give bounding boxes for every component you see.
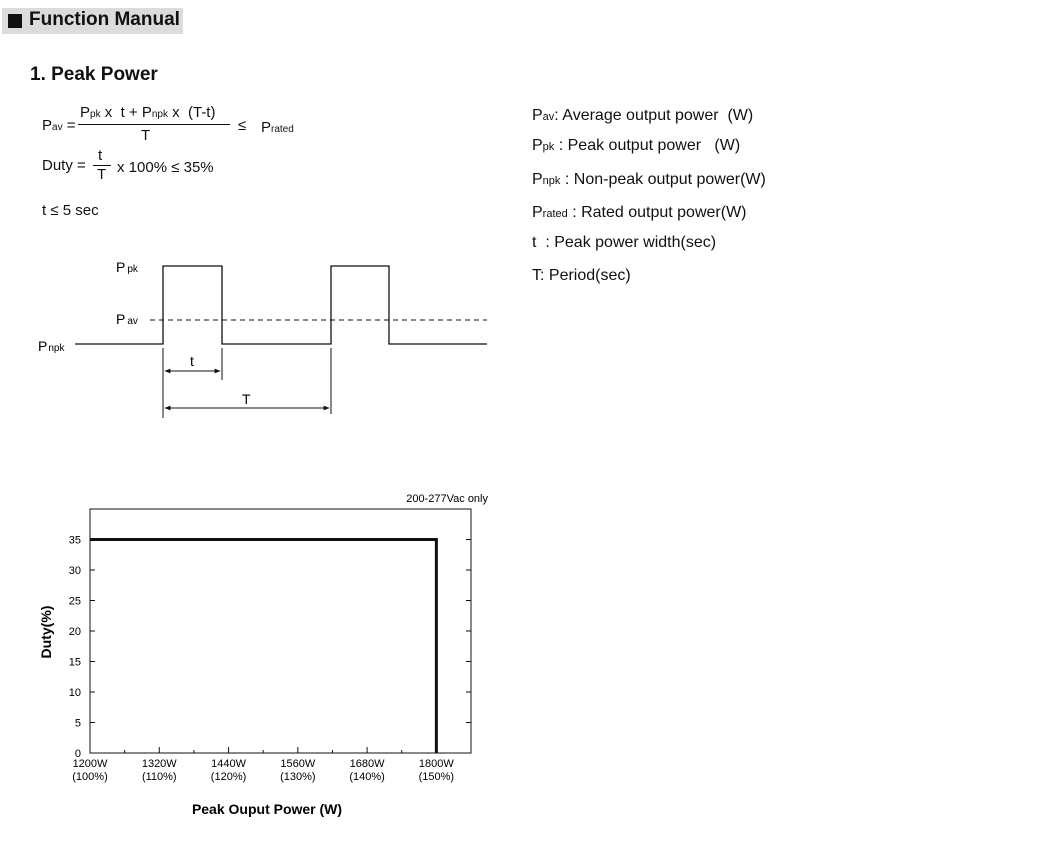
y-tick-label: 25: [68, 595, 81, 608]
waveform-line: [75, 266, 487, 344]
definition-period: [532, 267, 631, 285]
def-text: : Average output power (W): [554, 107, 754, 124]
y-tick-label: 10: [68, 687, 81, 699]
equals-sign: =: [66, 117, 76, 134]
def-text: : Peak power width(sec): [536, 234, 717, 251]
pav-symbol: P: [42, 117, 53, 134]
def-text: : Peak output power (W): [554, 137, 741, 154]
section-title: 1. Peak Power: [30, 64, 158, 85]
header-title: Function Manual: [29, 9, 180, 30]
definition-prated: [532, 204, 747, 222]
y-tick-label: 35: [68, 534, 81, 547]
def-subscript: pk: [542, 141, 555, 153]
x-tick-sublabel: (100%): [72, 771, 108, 783]
x-tick-label: 1320W: [141, 758, 177, 770]
def-symbol: t: [532, 234, 537, 251]
x-tick-label: 1440W: [211, 758, 246, 770]
duty-label: Duty =: [42, 157, 86, 174]
y-tick-label: 30: [68, 565, 81, 577]
definition-pnpk: [532, 171, 766, 189]
def-subscript: av: [542, 111, 555, 123]
leq-sign: ≤: [238, 117, 247, 134]
numerator-middle: x t +: [100, 104, 142, 121]
def-text: : Rated output power(W): [567, 204, 747, 221]
y-tick-label: 0: [74, 748, 81, 760]
x-tick-sublabel: (130%): [280, 771, 316, 783]
def-symbol: T: [532, 267, 540, 284]
def-subscript: rated: [542, 208, 568, 220]
definition-t: [532, 234, 716, 252]
duty-chart: [0, 480, 520, 830]
y-tick-label: 15: [68, 656, 81, 669]
pnpk-subscript: npk: [151, 109, 168, 120]
y-tick-label: 5: [74, 717, 81, 730]
chart-title: 200-277Vac only: [406, 493, 488, 505]
chart-plot-frame: [90, 509, 471, 753]
x-tick-label: 1800W: [418, 758, 454, 770]
pnpk-symbol: P: [141, 104, 152, 121]
x-axis-label: Peak Ouput Power (W): [191, 801, 343, 817]
x-tick-label: 1560W: [280, 758, 316, 770]
x-tick-label: 1680W: [349, 758, 385, 770]
def-subscript: npk: [542, 175, 561, 187]
y-axis-label: Duty(%): [38, 605, 54, 659]
def-text: : Non-peak output power(W): [560, 171, 766, 188]
x-tick-sublabel: (110%): [141, 771, 177, 783]
y-tick-label: 20: [68, 626, 81, 638]
t-dimension-label: t: [190, 353, 194, 369]
definition-pav: [532, 107, 753, 125]
pav-denominator: T: [141, 127, 151, 144]
pav-level-label: P av: [116, 311, 138, 327]
pav-subscript: av: [52, 122, 63, 133]
numerator-end: x (T-t): [167, 104, 216, 121]
ppk-level-label: P pk: [116, 259, 138, 275]
x-tick-sublabel: (140%): [349, 771, 385, 783]
x-tick-sublabel: (120%): [210, 771, 247, 783]
def-symbol: P: [532, 171, 543, 188]
duty-denominator: T: [97, 166, 107, 183]
def-symbol: P: [532, 204, 543, 221]
prated-symbol: P: [261, 119, 272, 136]
pnpk-level-label: Pnpk: [38, 338, 65, 354]
duty-numerator: t: [98, 147, 103, 164]
x-tick-label: 1200W: [72, 758, 108, 770]
ppk-symbol: P: [80, 104, 91, 121]
definition-ppk: [532, 137, 740, 155]
chart-marks: [69, 535, 471, 784]
peak-power-waveform: [0, 0, 520, 430]
def-symbol: P: [532, 107, 543, 124]
duty-rest: x 100% ≤ 35%: [117, 159, 214, 176]
period-dimension-label: T: [242, 391, 251, 407]
duty-limit-line: [90, 540, 436, 754]
def-symbol: P: [532, 137, 543, 154]
t-limit: t ≤ 5 sec: [42, 202, 99, 219]
prated-subscript: rated: [271, 124, 294, 135]
def-text: : Period(sec): [540, 267, 631, 284]
ppk-subscript: pk: [90, 109, 101, 120]
x-tick-sublabel: (150%): [418, 771, 455, 783]
